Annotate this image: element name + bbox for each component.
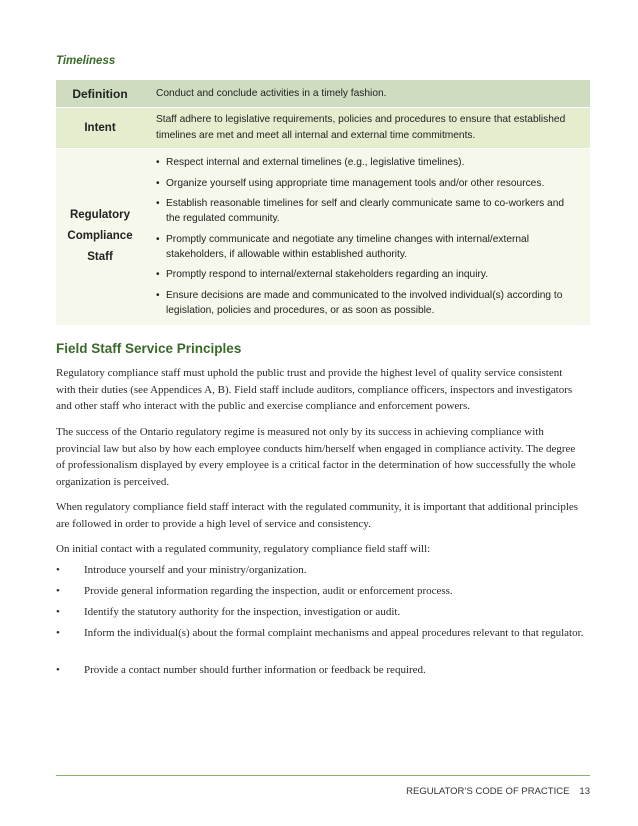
list-item xyxy=(156,267,576,282)
list-item xyxy=(56,562,584,579)
bullet-icon: • xyxy=(56,664,60,676)
paragraph: When regulatory compliance field staff interact with the regulated community, it is important that additional principles are followed in order to provide a high level of service and consistency. xyxy=(56,501,579,530)
intent-label: Intent xyxy=(56,108,144,149)
list-item xyxy=(156,288,576,318)
bullet-icon: • xyxy=(156,289,160,301)
list-item-text: Introduce yourself and your ministry/organization. xyxy=(84,564,307,576)
bullet-icon: • xyxy=(56,564,60,576)
footer-rule xyxy=(56,775,590,776)
regulatory-staff-list-cell xyxy=(144,149,590,325)
bullet-icon: • xyxy=(56,627,60,639)
label-line: Regulatory xyxy=(69,209,131,222)
regulatory-staff-row xyxy=(56,149,590,325)
list-item-text: Organize yourself using appropriate time management tools and/or other resources. xyxy=(166,177,545,189)
bullet-icon: • xyxy=(156,233,160,245)
page-number: 13 xyxy=(579,786,590,797)
list-item xyxy=(56,625,584,642)
definition-text: Conduct and conclude activities in a timely fashion. xyxy=(144,80,590,108)
regulatory-staff-label xyxy=(56,149,144,325)
list-item-text: Provide a contact number should further information or feedback be required. xyxy=(84,664,426,676)
list-item xyxy=(56,662,584,679)
bullet-icon: • xyxy=(156,269,160,280)
intent-text: Staff adhere to legislative requirements, policies and procedures to ensure that established timelines are met and meet all internal and external time commitments. xyxy=(144,108,590,149)
label-line: Compliance xyxy=(67,230,133,243)
definition-row xyxy=(56,80,590,108)
bullet-icon: • xyxy=(56,606,60,618)
page-footer xyxy=(406,786,590,797)
paragraph: The success of the Ontario regulatory regime is measured not only by its success in achieving compliance with provincial law but also by how each employee conducts him/herself when engaged in compliance activity. The degree of professionalism displayed by every employee is a critical factor in the determination of how successfully the whole organization is perceived. xyxy=(56,426,576,488)
intent-row xyxy=(56,108,590,149)
paragraph: On initial contact with a regulated community, regulatory compliance field staff will: xyxy=(56,543,431,555)
list-item-text: Inform the individual(s) about the formal complaint mechanisms and appeal procedures relevant to that regulator. xyxy=(84,627,584,639)
footer-title: REGULATOR’S CODE OF PRACTICE xyxy=(406,786,570,797)
list-item-text: Provide general information regarding the inspection, audit or enforcement process. xyxy=(84,585,453,597)
list-item xyxy=(56,583,584,600)
list-item xyxy=(156,155,576,170)
list-item xyxy=(56,604,584,621)
list-item xyxy=(156,176,576,191)
paragraph: Regulatory compliance staff must uphold the public trust and provide the highest level of quality service consistent with their duties (see Appendices A, B). Field staff include auditors, compliance officers, inspectors and investigators and other staff who interact with the public and exercise compliance and enforcement powers. xyxy=(56,367,573,412)
section-heading: Field Staff Service Principles xyxy=(56,341,242,356)
list-item-text: Promptly respond to internal/external stakeholders regarding an inquiry. xyxy=(166,269,489,280)
bullet-icon: • xyxy=(156,177,160,189)
list-item-text: Identify the statutory authority for the inspection, investigation or audit. xyxy=(84,606,401,618)
regulatory-staff-list xyxy=(156,149,576,325)
bullet-icon: • xyxy=(156,157,160,168)
definition-label: Definition xyxy=(56,80,144,108)
section-label: Timeliness xyxy=(56,55,116,67)
list-item-text: Respect internal and external timelines (e.g., legislative timelines). xyxy=(166,157,465,168)
list-item xyxy=(156,232,576,262)
timeliness-table xyxy=(56,80,590,325)
list-item-text: Ensure decisions are made and communicated to the involved individual(s) according to legislation, policies and procedures, or as soon as possible. xyxy=(166,289,563,316)
list-item xyxy=(156,196,576,226)
list-item-text: Establish reasonable timelines for self and clearly communicate same to co-workers and the regulated community. xyxy=(166,198,565,224)
bullet-icon: • xyxy=(56,585,60,597)
bullet-icon: • xyxy=(156,198,160,209)
list-item-text: Promptly communicate and negotiate any timeline changes with internal/external stakeholders, if allowable within established authority. xyxy=(166,233,529,260)
label-line: Staff xyxy=(87,251,113,264)
